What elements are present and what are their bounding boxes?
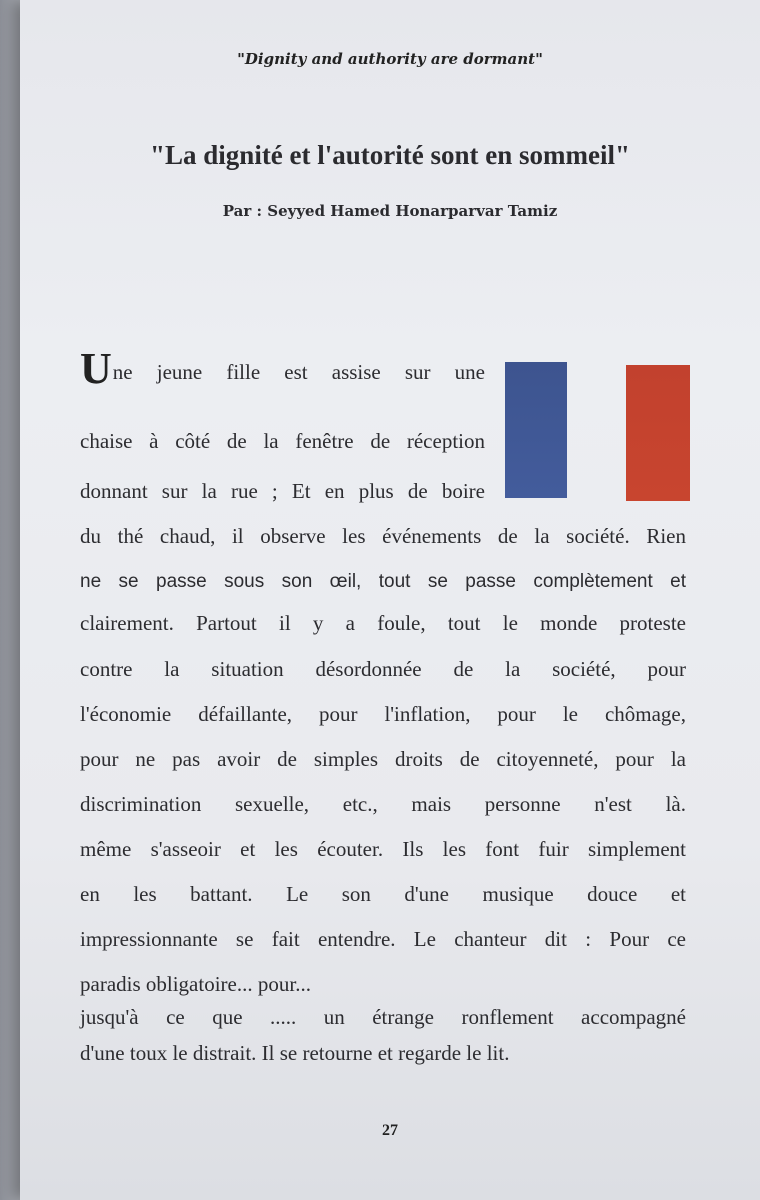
- paragraph-line-8: l'économie défaillante, pour l'inflation, pour le chômage,: [80, 702, 686, 726]
- paragraph-line-13: impressionnante se fait entendre. Le chanteur dit : Pour ce: [80, 927, 686, 951]
- paragraph-line-11: même s'asseoir et les écouter. Ils les font fuir simplement: [80, 837, 686, 861]
- paragraph-line-2: chaise à côté de la fenêtre de réception: [80, 429, 485, 453]
- book-spine-shadow: [0, 0, 20, 1200]
- line-text: ne jeune fille est assise sur une: [112, 360, 485, 384]
- paragraph-line-15: jusqu'à ce que ..... un étrange ronflement accompagné: [80, 1005, 686, 1029]
- page-number: 27: [382, 1122, 398, 1139]
- article-title: "La dignité et l'autorité sont en sommeil": [150, 140, 630, 170]
- flag-blue-stripe: [505, 362, 567, 498]
- paragraph-line-4: du thé chaud, il observe les événements de la société. Rien: [80, 524, 686, 548]
- paragraph-line-6: clairement. Partout il y a foule, tout le monde proteste: [80, 611, 686, 635]
- paragraph-line-1: [80, 344, 485, 393]
- paragraph-line-14: paradis obligatoire... pour...: [80, 972, 311, 996]
- drop-cap: U: [80, 344, 112, 393]
- paragraph-line-7: contre la situation désordonnée de la société, pour: [80, 657, 686, 681]
- article-byline: Par : Seyyed Hamed Honarparvar Tamiz: [222, 202, 558, 220]
- paragraph-line-16: d'une toux le distrait. Il se retourne et regarde le lit.: [80, 1041, 510, 1065]
- flag-red-stripe: [626, 365, 690, 501]
- paragraph-line-3: donnant sur la rue ; Et en plus de boire: [80, 479, 485, 503]
- paragraph-line-12: en les battant. Le son d'une musique douce et: [80, 882, 686, 906]
- paragraph-line-10: discrimination sexuelle, etc., mais personne n'est là.: [80, 792, 686, 816]
- paragraph-line-9: pour ne pas avoir de simples droits de citoyenneté, pour la: [80, 747, 686, 771]
- running-header: "Dignity and authority are dormant": [237, 50, 543, 68]
- book-page: [20, 0, 760, 1200]
- paragraph-line-5: ne se passe sous son œil, tout se passe complètement et: [80, 571, 686, 592]
